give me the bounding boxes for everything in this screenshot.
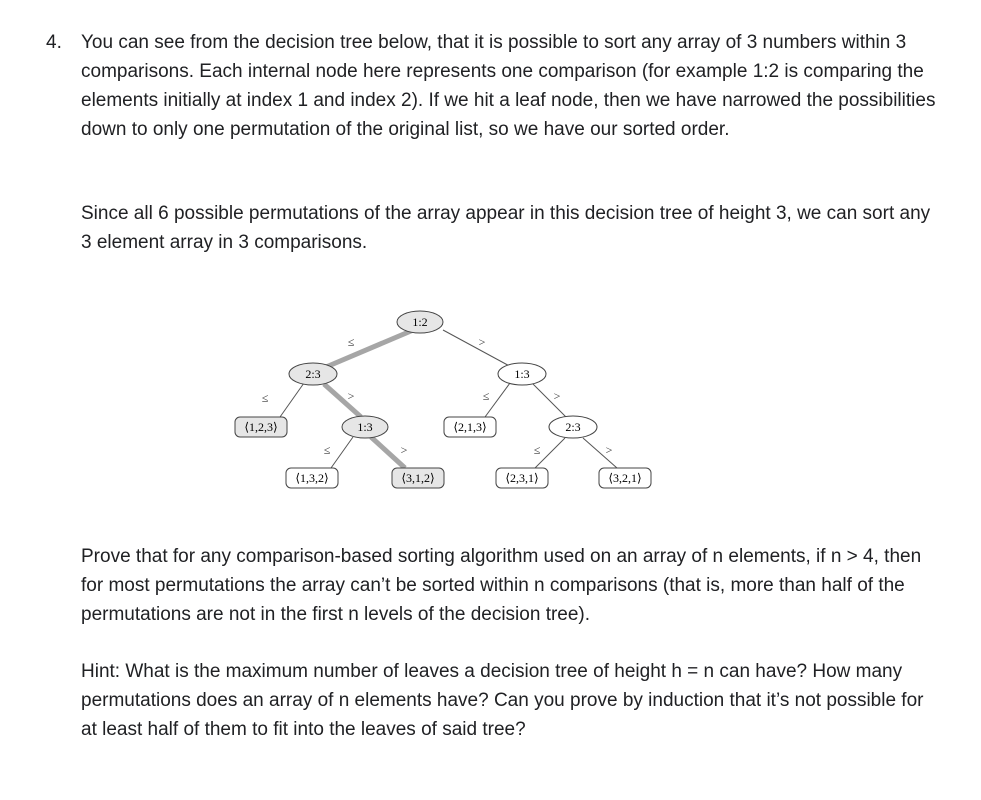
label-left-gt: > — [347, 389, 355, 403]
label-root-gt: > — [478, 335, 486, 349]
leaf-label: ⟨1,2,3⟩ — [244, 420, 278, 434]
leaf-label: ⟨2,3,1⟩ — [505, 471, 539, 485]
node-left-right-internal-label: 1:3 — [357, 420, 373, 434]
label-lr-le: ≤ — [323, 443, 331, 457]
leaf-node — [496, 468, 548, 488]
node-left-internal-label: 2:3 — [305, 367, 321, 381]
edge-left-right — [324, 384, 361, 417]
label-rr-gt: > — [605, 443, 613, 457]
edge-right-right — [533, 384, 566, 417]
leaf-node — [444, 417, 496, 437]
label-lr-gt: > — [400, 443, 408, 457]
leaf-node — [599, 468, 651, 488]
question-number: 4. — [46, 32, 62, 53]
leaf-node — [235, 417, 287, 437]
label-right-gt: > — [553, 389, 561, 403]
edge-root-left — [319, 328, 418, 370]
leaf-node — [392, 468, 444, 488]
node-root-label: 1:2 — [412, 315, 428, 329]
edge-lr-leaf-left — [331, 437, 353, 468]
question-task: Prove that for any comparison-based sorting algorithm used on an array of n elements, if n > 4, then for most permutations the array can’t be sorted within n comparisons (that is, more than half of the permutations are not in the first n levels of the decision tree). — [81, 546, 922, 625]
node-right-right-internal-label: 2:3 — [565, 420, 581, 434]
leaf-node — [286, 468, 338, 488]
question-observation: Since all 6 possible permutations of the array appear in this decision tree of height 3, we can sort any 3 element array in 3 comparisons. — [81, 203, 931, 253]
node-root — [397, 311, 443, 333]
node-right-right-internal — [549, 416, 597, 438]
label-left-le: ≤ — [261, 391, 269, 405]
label-root-le: ≤ — [347, 335, 355, 349]
question-hint: Hint: What is the maximum number of leaves a decision tree of height h = n can have? How many permutations does an array of n elements have? Can you prove by induction that it’s not possible for at least half of them to fit into the leaves of said tree? — [81, 661, 924, 740]
label-right-le: ≤ — [482, 389, 490, 403]
leaf-label: ⟨2,1,3⟩ — [453, 420, 487, 434]
question-intro: You can see from the decision tree below, that it is possible to sort any array of 3 numbers within 3 comparisons. Each internal node here represents one comparison (for example 1:2 is comparing the elements initially at index 1 and index 2). If we hit a leaf node, then we have narrowed the possibilities down to only one permutation of the original list, so we have our sorted order. — [81, 32, 936, 140]
leaf-label: ⟨3,2,1⟩ — [608, 471, 642, 485]
edge-left-leaf — [280, 383, 304, 417]
node-right-internal — [498, 363, 546, 385]
node-left-internal — [289, 363, 337, 385]
node-right-internal-label: 1:3 — [514, 367, 530, 381]
leaf-label: ⟨3,1,2⟩ — [401, 471, 435, 485]
node-left-right-internal — [342, 416, 388, 438]
leaf-label: ⟨1,3,2⟩ — [295, 471, 329, 485]
decision-tree-diagram — [225, 300, 665, 500]
label-rr-le: ≤ — [533, 443, 541, 457]
